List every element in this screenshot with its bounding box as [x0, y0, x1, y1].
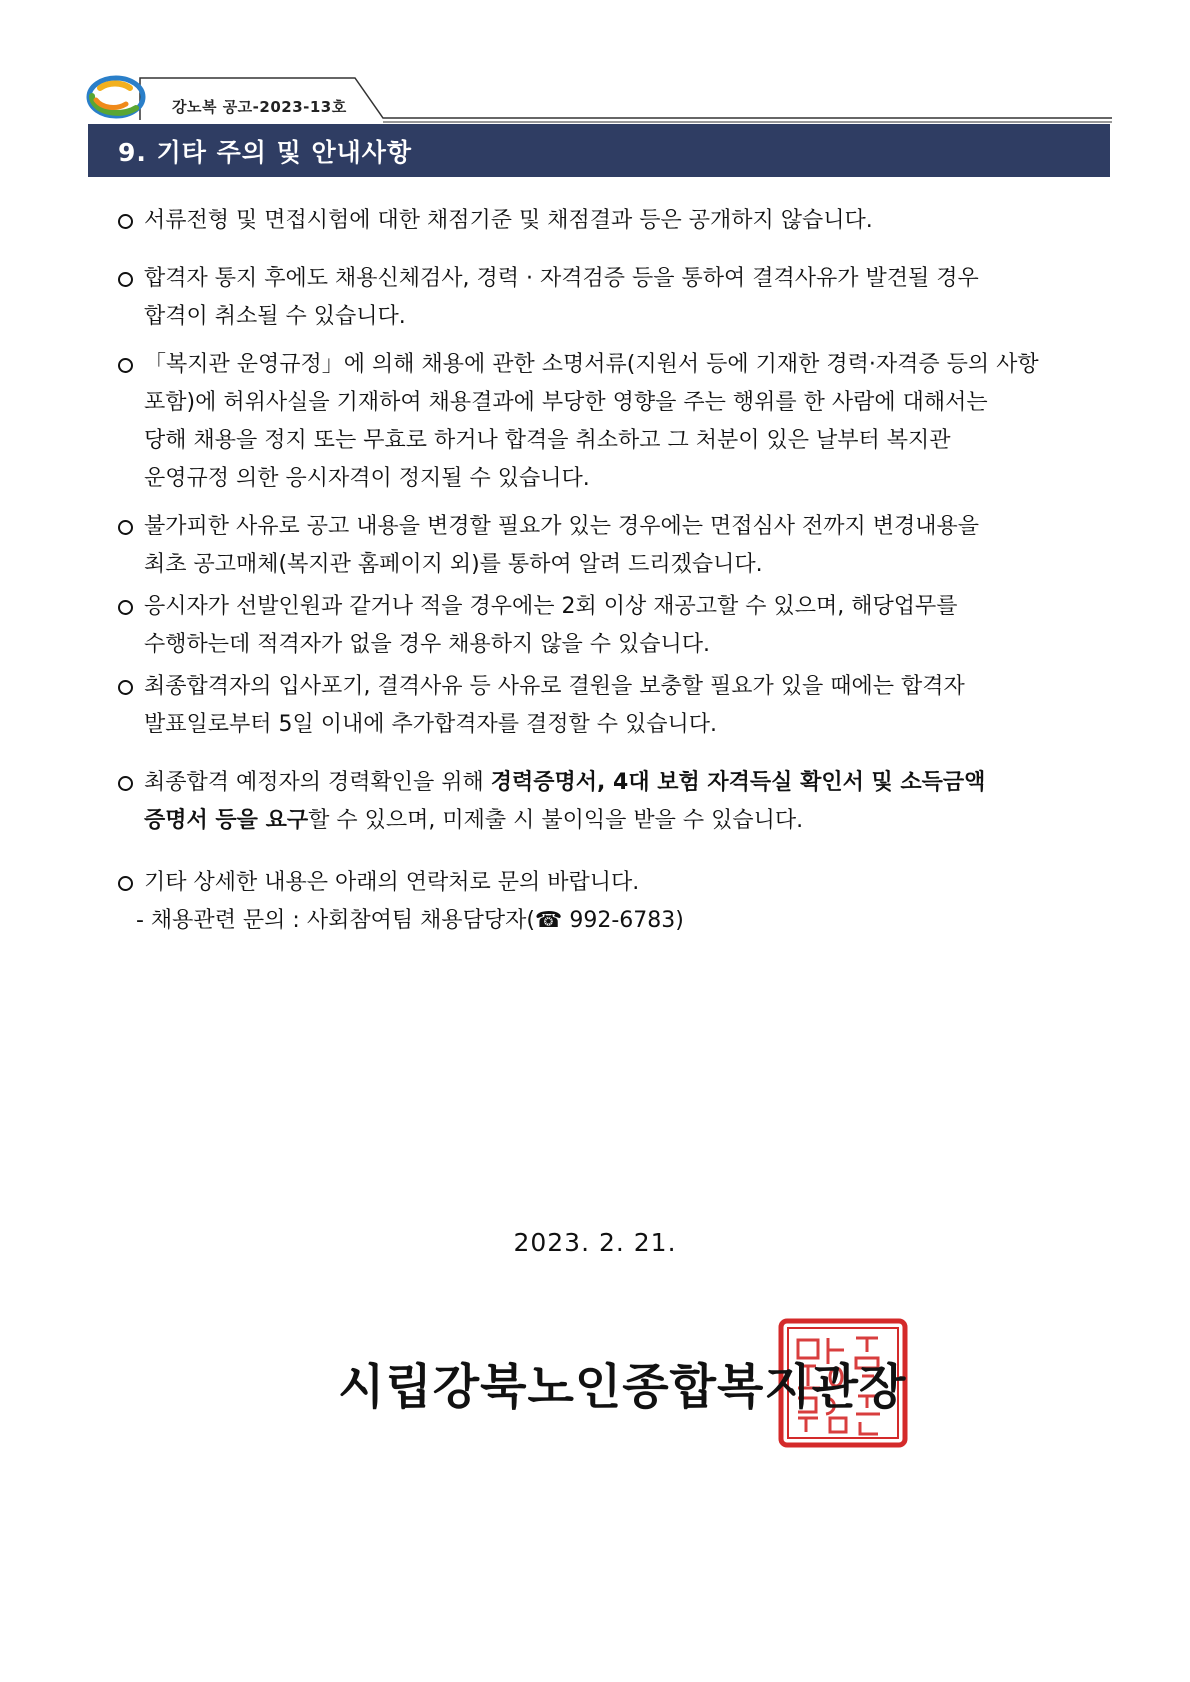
signer-name: 시립강북노인종합복지관장	[338, 1359, 907, 1415]
notice-item	[118, 346, 1098, 498]
notice-text: 수행하는데 적격자가 없을 경우 채용하지 않을 수 있습니다.	[144, 632, 710, 657]
notice-item	[118, 260, 1098, 336]
notice-text-plain: 할 수 있으며, 미제출 시 불이익을 받을 수 있습니다.	[308, 808, 804, 833]
notice-text: 포함)에 허위사실을 기재하여 채용결과에 부당한 영향을 주는 행위를 한 사람에 대해서는	[144, 390, 988, 415]
document-number: 강노복 공고-2023-13호	[172, 98, 347, 116]
notice-text: 서류전형 및 면접시험에 대한 채점기준 및 채점결과 등은 공개하지 않습니다.	[144, 208, 873, 233]
notice-text: 불가피한 사유로 공고 내용을 변경할 필요가 있는 경우에는 면접심사 전까지 변경내용을	[144, 514, 980, 539]
notice-text: 응시자가 선발인원과 같거나 적을 경우에는 2회 이상 재공고할 수 있으며, 해당업무를	[144, 594, 958, 619]
notice-item	[118, 764, 1098, 840]
notice-text: 발표일로부터 5일 이내에 추가합격자를 결정할 수 있습니다.	[144, 712, 717, 737]
notice-item	[118, 668, 1098, 744]
section-title: 9. 기타 주의 및 안내사항	[118, 137, 413, 167]
organization-logo-icon	[86, 74, 146, 120]
notice-item	[118, 588, 1098, 664]
notice-text: 당해 채용을 정지 또는 무효로 하거나 합격을 취소하고 그 처분이 있은 날부터 복지관	[144, 428, 951, 453]
notice-text: 최종합격자의 입사포기, 결격사유 등 사유로 결원을 보충할 필요가 있을 때에는 합격자	[144, 674, 965, 699]
notice-text	[144, 802, 1098, 840]
circle-bullet-icon	[118, 776, 133, 791]
notice-text: 합격이 취소될 수 있습니다.	[144, 304, 406, 329]
notice-text: 운영규정 의한 응시자격이 정지될 수 있습니다.	[144, 466, 590, 491]
contact-info: - 채용관련 문의 : 사회참여팀 채용담당자(☎ 992-6783)	[136, 908, 684, 933]
notice-text-emphasis: 경력증명서, 4대 보험 자격득실 확인서 및 소득금액	[490, 770, 986, 795]
circle-bullet-icon	[118, 272, 133, 287]
section-header-bar	[88, 124, 1110, 177]
notice-text: 최초 공고매체(복지관 홈페이지 외)를 통하여 알려 드리겠습니다.	[144, 552, 763, 577]
notice-text: 기타 상세한 내용은 아래의 연락처로 문의 바랍니다.	[144, 870, 640, 895]
notice-text: 「복지관 운영규정」에 의해 채용에 관한 소명서류(지원서 등에 기재한 경력·자격증 등의 사항	[144, 352, 1039, 377]
circle-bullet-icon	[118, 214, 133, 229]
notice-date: 2023. 2. 21.	[513, 1228, 677, 1257]
circle-bullet-icon	[118, 520, 133, 535]
circle-bullet-icon	[118, 680, 133, 695]
circle-bullet-icon	[118, 358, 133, 373]
notice-text: 합격자 통지 후에도 채용신체검사, 경력 · 자격검증 등을 통하여 결격사유가 발견될 경우	[144, 266, 979, 291]
notice-text-emphasis: 증명서 등을 요구	[144, 808, 309, 833]
notice-text-plain: 최종합격 예정자의 경력확인을 위해	[144, 770, 491, 795]
circle-bullet-icon	[118, 876, 133, 891]
notice-item	[118, 508, 1098, 584]
notice-list	[118, 202, 1098, 940]
notice-item	[118, 202, 1098, 240]
notice-text	[144, 764, 1098, 802]
circle-bullet-icon	[118, 600, 133, 615]
notice-item	[118, 864, 1098, 940]
